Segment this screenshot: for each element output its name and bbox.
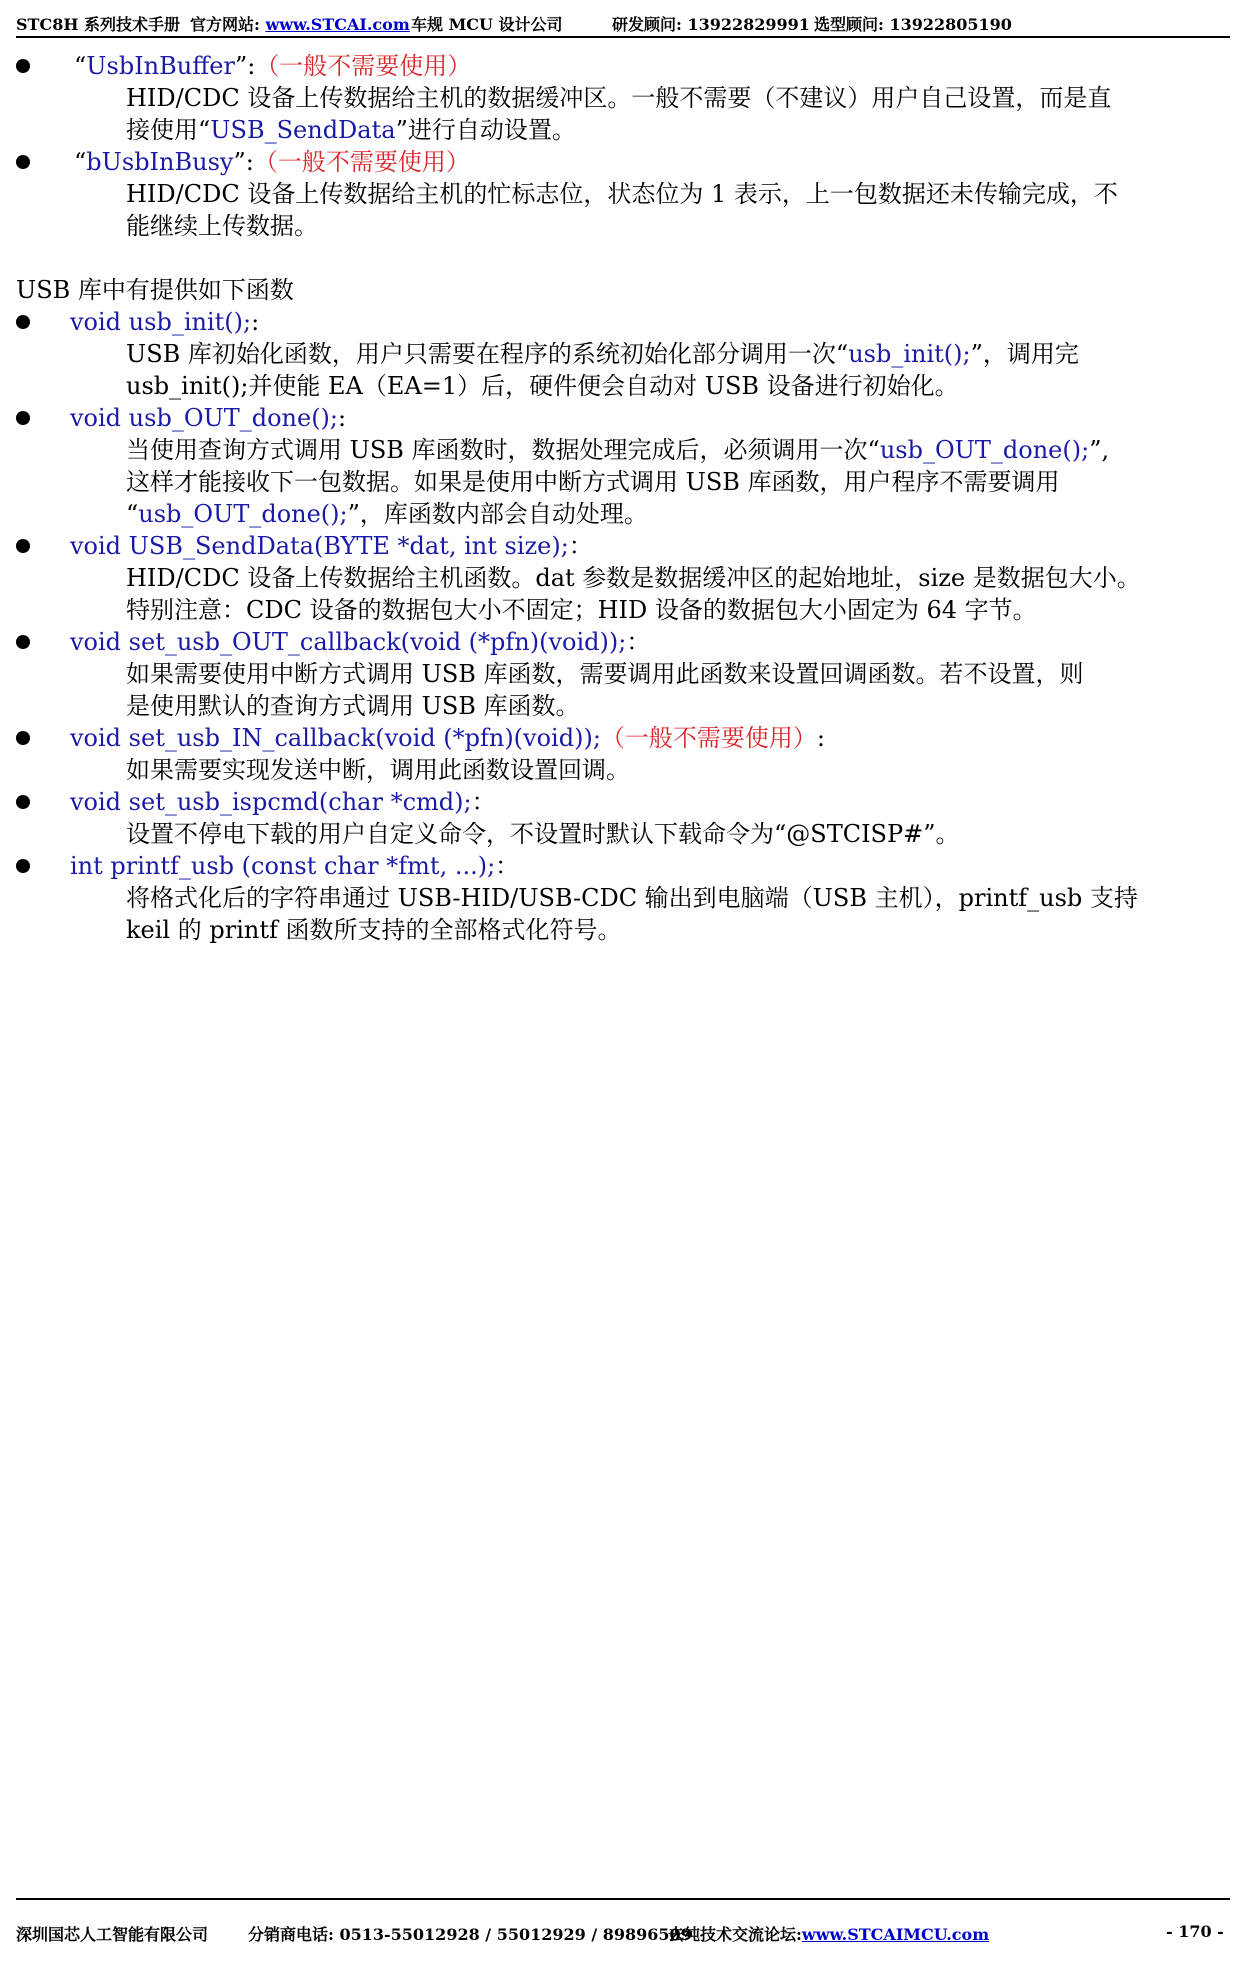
manual-title: STC8H 系列技术手册 (16, 15, 181, 34)
set-usb-ispcmd-desc-1: 设置不停电下载的用户自定义命令，不设置时默认下载命令为“@STCISP#”。 (126, 820, 960, 848)
func-set-usb-ispcmd-title: void set_usb_ispcmd(char *cmd);： (70, 788, 496, 816)
busbinbusy-desc-1: HID/CDC 设备上传数据给主机的忙标志位，状态位为 1 表示，上一包数据还未传输完成，不 (126, 180, 1118, 208)
usb-out-done-desc-3: “usb_OUT_done();”，库函数内部会自动处理。 (126, 500, 648, 528)
usbinbuffer-desc-2: 接使用“USB_SendData”进行自动设置。 (126, 116, 576, 144)
forum-link[interactable]: www.STCAIMCU.com (801, 1925, 990, 1944)
func-usb-init-title: void usb_init();: (70, 308, 260, 336)
item-usbinbuffer-title: “UsbInBuffer”:（一般不需要使用） (74, 52, 472, 80)
usbinbuffer-note: （一般不需要使用） (255, 52, 472, 80)
printf-usb-desc-1: 将格式化后的字符串通过 USB-HID/USB-CDC 输出到电脑端（USB 主机），printf_usb 支持 (126, 884, 1138, 912)
footer-phone: 分销商电话: 0513-55012928 / 55012929 / 89896509 (248, 1925, 692, 1944)
func-set-usb-out-callback-title: void set_usb_OUT_callback(void (*pfn)(void));： (70, 628, 651, 656)
usb-senddata-desc-1: HID/CDC 设备上传数据给主机函数。dat 参数是数据缓冲区的起始地址，size 是数据包大小。 (126, 564, 1141, 592)
usb-out-done-desc-1: 当使用查询方式调用 USB 库函数时，数据处理完成后，必须调用一次“usb_OUT_done();”, (126, 436, 1110, 464)
footer-forum (668, 1922, 989, 1945)
usb-out-done-desc-2: 这样才能接收下一包数据。如果是使用中断方式调用 USB 库函数，用户程序不需要调用 (126, 468, 1060, 496)
func-usb-senddata-title: void USB_SendData(BYTE *dat, int size);： (70, 532, 593, 560)
func-usb-out-done-title: void usb_OUT_done();: (70, 404, 347, 432)
busbinbusy-note: （一般不需要使用） (253, 148, 470, 176)
item-busbinbusy-title: “bUsbInBusy”:（一般不需要使用） (74, 148, 470, 176)
bullet-icon (16, 859, 30, 873)
website-block (190, 12, 410, 35)
usb-init-desc-1: USB 库初始化函数，用户只需要在程序的系统初始化部分调用一次“usb_init();”，调用完 (126, 340, 1079, 368)
footer-forum-label: 去纯技术交流论坛: (668, 1925, 802, 1944)
section-title: USB 库中有提供如下函数 (16, 276, 294, 304)
page-header (16, 10, 1230, 38)
bullet-icon (16, 411, 30, 425)
func-set-usb-in-callback-title: void set_usb_IN_callback(void (*pfn)(void));（一般不需要使用）: (70, 724, 825, 752)
bullet-icon (16, 795, 30, 809)
website-label: 官方网站: (190, 15, 266, 34)
footer-company: 深圳国芯人工智能有限公司 (16, 1925, 209, 1944)
bullet-icon (16, 59, 30, 73)
selection-contact: 选型顾问: 13922805190 (814, 15, 1012, 34)
bullet-icon (16, 635, 30, 649)
func-printf-usb-title: int printf_usb (const char *fmt, ...);： (70, 852, 520, 880)
printf-usb-desc-2: keil 的 printf 函数所支持的全部格式化符号。 (126, 916, 622, 944)
set-usb-out-callback-desc-2: 是使用默认的查询方式调用 USB 库函数。 (126, 692, 580, 720)
usb-init-desc-2: usb_init();并使能 EA（EA=1）后，硬件便会自动对 USB 设备进行初始化。 (126, 372, 959, 400)
busbinbusy-desc-2: 能继续上传数据。 (126, 212, 318, 240)
usbinbuffer-desc-1: HID/CDC 设备上传数据给主机的数据缓冲区。一般不需要（不建议）用户自己设置，而是直 (126, 84, 1112, 112)
page-footer (16, 1898, 1230, 1950)
rd-contact: 研发顾问: 13922829991 (612, 15, 810, 34)
busbinbusy-name: bUsbInBusy (86, 148, 234, 176)
company-tagline: 车规 MCU 设计公司 (411, 15, 563, 34)
bullet-icon (16, 731, 30, 745)
page-number: - 170 - (1166, 1922, 1224, 1941)
bullet-icon (16, 539, 30, 553)
bullet-icon (16, 315, 30, 329)
usb-senddata-desc-2: 特别注意：CDC 设备的数据包大小不固定；HID 设备的数据包大小固定为 64 字节。 (126, 596, 1037, 624)
bullet-icon (16, 155, 30, 169)
set-usb-out-callback-desc-1: 如果需要使用中断方式调用 USB 库函数，需要调用此函数来设置回调函数。若不设置，则 (126, 660, 1084, 688)
website-link[interactable]: www.STCAI.com (265, 15, 410, 34)
usbinbuffer-name: UsbInBuffer (86, 52, 235, 80)
set-usb-in-callback-desc-1: 如果需要实现发送中断，调用此函数设置回调。 (126, 756, 630, 784)
